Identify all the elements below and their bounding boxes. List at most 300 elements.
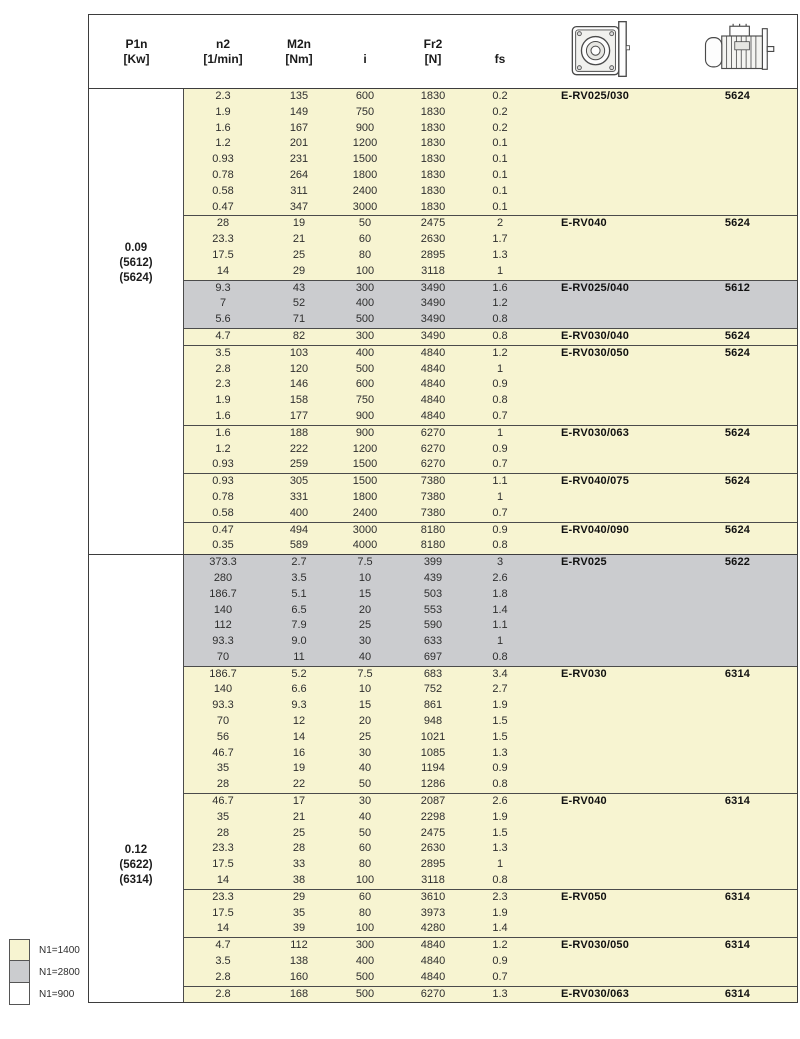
table-row: [184, 634, 797, 650]
n2-value: 23.3: [212, 233, 234, 246]
n2-value: 28: [216, 826, 230, 839]
model-name: E-RV040/090: [561, 523, 630, 536]
n2-value: 0.93: [212, 458, 234, 471]
table-row: [184, 618, 797, 634]
legend-label: N1=900: [39, 988, 75, 1000]
n2-value: 5.6: [215, 313, 231, 326]
fr2-value: 2475: [420, 826, 446, 839]
fr2-value: 697: [423, 650, 443, 663]
ratio-value: 50: [358, 778, 372, 791]
ratio-value: 2400: [352, 506, 378, 519]
ratio-value: 400: [355, 297, 375, 310]
header-p1n: [89, 15, 184, 88]
gearbox-block: [184, 666, 797, 793]
fs-value: 1.5: [492, 730, 508, 743]
ratio-value: 500: [355, 970, 375, 983]
legend-item-n1-1400: [9, 939, 80, 961]
m2n-value: 160: [289, 970, 309, 983]
fr2-value: 8180: [420, 523, 446, 536]
fr2-value: 1830: [420, 105, 446, 118]
fs-value: 1.3: [492, 248, 508, 261]
ratio-value: 750: [355, 394, 375, 407]
m2n-value: 7.9: [291, 619, 307, 632]
m2n-value: 25: [292, 248, 306, 261]
fs-value: 1.5: [492, 715, 508, 728]
gearbox-block: [184, 89, 797, 215]
fs-value: 0.8: [492, 394, 508, 407]
m2n-value: 52: [292, 297, 306, 310]
table-row: [184, 938, 797, 954]
n2-value: 28: [216, 778, 230, 791]
table-row: [184, 555, 797, 571]
m2n-value: 71: [292, 313, 306, 326]
table-row: [184, 312, 797, 328]
fr2-value: 1830: [420, 153, 446, 166]
motor-code: 5612: [724, 281, 751, 294]
n2-value: 56: [216, 730, 230, 743]
fs-value: 0.9: [492, 442, 508, 455]
m2n-value: 5.2: [291, 667, 307, 680]
n2-value: 0.47: [212, 200, 234, 213]
table-row: [184, 873, 797, 889]
fr2-value: 2475: [420, 217, 446, 230]
fs-value: 0.8: [492, 539, 508, 552]
n2-value: 17.5: [212, 858, 234, 871]
fr2-value: 1830: [420, 90, 446, 102]
fr2-value: 3118: [421, 874, 445, 887]
table-row: [184, 121, 797, 137]
m2n-value: 400: [289, 506, 309, 519]
fs-value: 1.2: [492, 346, 508, 359]
ratio-value: 25: [358, 619, 372, 632]
n2-value: 2.8: [215, 362, 231, 375]
fr2-value: 1021: [420, 730, 446, 743]
ratio-value: 40: [358, 810, 372, 823]
ratio-value: 300: [355, 329, 375, 342]
fr2-value: 633: [423, 635, 443, 648]
fs-value: 0.1: [492, 137, 508, 150]
ratio-value: 3000: [352, 523, 378, 536]
ratio-value: 20: [358, 715, 372, 728]
n2-value: 140: [213, 603, 233, 616]
table-row: [184, 857, 797, 873]
fr2-value: 1830: [420, 121, 446, 134]
gearbox-block: [184, 215, 797, 279]
table-row: [184, 248, 797, 264]
n2-value: 17.5: [212, 248, 234, 261]
ratio-value: 1500: [352, 153, 378, 166]
m2n-value: 11: [293, 650, 305, 663]
fs-value: 1: [496, 490, 504, 503]
ratio-value: 600: [355, 90, 375, 102]
fs-value: 1: [496, 635, 504, 648]
n2-value: 2.8: [215, 987, 231, 1000]
table-row: [184, 296, 797, 312]
ratio-value: 1800: [352, 490, 378, 503]
header-motor-column: [678, 15, 797, 88]
table-row: [184, 152, 797, 168]
fr2-value: 4280: [420, 922, 446, 935]
n2-value: 1.6: [215, 426, 231, 439]
table-row: [184, 377, 797, 393]
fs-value: 0.1: [492, 184, 508, 197]
header-m2n-unit: [Nm]: [285, 51, 313, 66]
fs-value: 1.2: [492, 939, 508, 952]
fs-value: 0.8: [492, 778, 508, 791]
header-fr2-symbol: Fr2: [423, 36, 443, 51]
m2n-value: 19: [292, 762, 306, 775]
header-fr2-unit: [N]: [424, 51, 442, 66]
n2-value: 0.93: [212, 475, 234, 488]
ratio-value: 100: [355, 922, 375, 935]
gearbox-block: [184, 328, 797, 345]
fs-value: 1.7: [492, 233, 508, 246]
m2n-value: 112: [290, 939, 308, 952]
table-row: [184, 426, 797, 442]
model-name: E-RV030/050: [561, 346, 630, 359]
m2n-value: 158: [289, 394, 309, 407]
table-row: [184, 682, 797, 698]
n2-value: 70: [216, 715, 230, 728]
table-row: [184, 89, 797, 105]
n2-value: 373.3: [209, 556, 237, 569]
power-group: [89, 554, 797, 1002]
fr2-value: 948: [423, 715, 443, 728]
fs-value: 1.9: [492, 699, 508, 712]
fr2-value: 7380: [420, 475, 446, 488]
fs-value: 0.8: [492, 650, 508, 663]
ratio-value: 100: [355, 264, 375, 277]
ratio-value: 600: [355, 378, 375, 391]
ratio-value: 10: [358, 571, 372, 584]
fr2-value: 6270: [420, 426, 446, 439]
p1n-value: (6314): [119, 874, 153, 887]
m2n-value: 29: [292, 264, 306, 277]
table-row: [184, 954, 797, 970]
n2-value: 93.3: [212, 699, 234, 712]
legend-label: N1=2800: [39, 966, 80, 978]
m2n-value: 25: [292, 826, 306, 839]
legend-label: N1=1400: [39, 944, 80, 956]
m2n-value: 9.0: [291, 635, 307, 648]
fr2-value: 439: [423, 571, 443, 584]
fs-value: 1.3: [492, 746, 508, 759]
model-name: E-RV050: [561, 890, 607, 903]
n2-value: 0.47: [212, 523, 234, 536]
ratio-value: 10: [358, 683, 372, 696]
table-row: [184, 457, 797, 473]
n2-value: 280: [213, 571, 233, 584]
n2-value: 70: [216, 650, 230, 663]
ratio-value: 500: [355, 313, 375, 326]
fr2-value: 590: [423, 619, 443, 632]
p1n-value: (5622): [119, 859, 153, 872]
ratio-value: 20: [358, 603, 372, 616]
table-row: [184, 794, 797, 810]
motor-code: 5622: [724, 556, 751, 569]
m2n-value: 347: [289, 200, 309, 213]
p1n-group-cell: [89, 89, 184, 554]
fr2-value: 1830: [420, 168, 446, 181]
p1n-value: (5612): [119, 257, 153, 269]
fr2-value: 7380: [420, 506, 446, 519]
m2n-value: 16: [292, 746, 306, 759]
m2n-value: 9.3: [291, 699, 307, 712]
ratio-value: 300: [355, 281, 375, 294]
ratio-value: 80: [358, 248, 372, 261]
fr2-value: 2895: [420, 248, 446, 261]
m2n-value: 3.5: [291, 571, 307, 584]
n2-value: 0.58: [212, 184, 234, 197]
fs-value: 0.1: [492, 153, 508, 166]
n2-value: 0.78: [212, 168, 234, 181]
header-ratio-symbol: i: [363, 51, 367, 66]
gearbox-block: [184, 793, 797, 889]
motor-code: 6314: [724, 890, 751, 903]
fs-value: 0.7: [492, 409, 508, 422]
fr2-value: 6270: [420, 442, 446, 455]
fr2-value: 861: [423, 699, 443, 712]
table-row: [184, 409, 797, 425]
model-name: E-RV030/040: [561, 329, 630, 342]
header-ratio: [336, 15, 394, 88]
model-name: E-RV040/075: [561, 475, 630, 488]
header-gearbox-column: [528, 15, 678, 88]
n2-value: 46.7: [212, 746, 234, 759]
fs-value: 0.9: [492, 378, 508, 391]
fs-value: 1.2: [492, 297, 508, 310]
fr2-value: 3490: [420, 313, 446, 326]
m2n-value: 6.5: [291, 603, 307, 616]
n2-value: 93.3: [212, 635, 234, 648]
m2n-value: 259: [289, 458, 309, 471]
ratio-value: 1800: [352, 168, 378, 181]
table-row: [184, 890, 797, 906]
fr2-value: 4840: [420, 409, 446, 422]
fr2-value: 3973: [420, 906, 446, 919]
fs-value: 0.7: [492, 970, 508, 983]
n2-value: 17.5: [212, 906, 234, 919]
header-p1n-unit: [Kw]: [123, 51, 150, 66]
n2-value: 186.7: [209, 587, 237, 600]
fr2-value: 503: [423, 587, 443, 600]
gearmotor-selection-table: [88, 14, 798, 1003]
n2-value: 4.7: [215, 329, 231, 342]
ratio-value: 900: [355, 409, 375, 422]
p1n-value: (5624): [119, 272, 153, 284]
n2-value: 14: [216, 874, 230, 887]
n2-value: 0.35: [212, 539, 234, 552]
table-row: [184, 523, 797, 539]
table-row: [184, 506, 797, 522]
ratio-value: 4000: [352, 539, 378, 552]
fr2-value: 6270: [420, 987, 446, 1000]
fs-value: 1.6: [492, 281, 508, 294]
n2-value: 7: [219, 297, 227, 310]
model-name: E-RV030: [561, 667, 607, 680]
n2-value: 1.2: [215, 442, 231, 455]
fs-value: 0.1: [492, 200, 508, 213]
ratio-value: 900: [355, 426, 375, 439]
motor-code: 6314: [724, 795, 751, 808]
m2n-value: 177: [289, 409, 309, 422]
n2-value: 112: [214, 619, 232, 632]
fs-value: 1.9: [492, 906, 508, 919]
fs-value: 1.1: [492, 475, 508, 488]
n2-value: 2.8: [215, 970, 231, 983]
fr2-value: 2087: [420, 795, 446, 808]
n2-value: 1.6: [215, 409, 231, 422]
ratio-value: 100: [355, 874, 375, 887]
motor-code: 5624: [724, 346, 751, 359]
motor-code: 6314: [724, 987, 751, 1000]
ratio-value: 1200: [352, 137, 378, 150]
n2-value: 0.93: [212, 153, 234, 166]
fr2-value: 2630: [420, 842, 446, 855]
ratio-value: 1200: [352, 442, 378, 455]
fr2-value: 6270: [420, 458, 446, 471]
fs-value: 2.3: [492, 890, 508, 903]
ratio-value: 30: [358, 746, 372, 759]
table-row: [184, 264, 797, 280]
fr2-value: 752: [423, 683, 443, 696]
n2-value: 35: [216, 762, 230, 775]
n2-value: 14: [216, 922, 230, 935]
fr2-value: 1194: [421, 762, 445, 775]
m2n-value: 14: [292, 730, 306, 743]
m2n-value: 35: [292, 906, 306, 919]
ratio-value: 750: [355, 105, 375, 118]
m2n-value: 146: [289, 378, 309, 391]
ratio-value: 1500: [352, 475, 378, 488]
motor-code: 6314: [724, 667, 751, 680]
n2-value: 28: [216, 217, 230, 230]
table-row: [184, 538, 797, 554]
fs-value: 2.7: [492, 683, 508, 696]
table-row: [184, 730, 797, 746]
fs-value: 1.4: [492, 922, 508, 935]
header-fr2: [394, 15, 472, 88]
m2n-value: 135: [289, 90, 309, 102]
table-row: [184, 698, 797, 714]
gearbox-block: [184, 522, 797, 555]
m2n-value: 231: [289, 153, 309, 166]
ratio-value: 50: [358, 217, 372, 230]
header-fs: [472, 15, 528, 88]
fs-value: 3.4: [492, 667, 508, 680]
ratio-value: 400: [355, 346, 375, 359]
table-row: [184, 603, 797, 619]
fs-value: 0.1: [492, 168, 508, 181]
fr2-value: 1286: [420, 778, 446, 791]
n2-value: 186.7: [209, 667, 237, 680]
fr2-value: 1830: [420, 137, 446, 150]
ratio-value: 15: [358, 587, 372, 600]
fr2-value: 2895: [420, 858, 446, 871]
n2-value: 1.6: [215, 121, 231, 134]
m2n-value: 12: [292, 715, 306, 728]
header-m2n: [262, 15, 336, 88]
fr2-value: 4840: [420, 955, 446, 968]
header-n2-symbol: n2: [215, 36, 230, 51]
model-name: E-RV030/063: [561, 987, 630, 1000]
fs-value: 1.1: [492, 619, 508, 632]
fr2-value: 2630: [420, 233, 446, 246]
m2n-value: 188: [289, 426, 309, 439]
fs-value: 1: [496, 426, 504, 439]
ratio-value: 60: [358, 842, 372, 855]
fs-value: 0.8: [492, 874, 508, 887]
m2n-value: 38: [292, 874, 306, 887]
table-row: [184, 650, 797, 666]
m2n-value: 589: [289, 539, 309, 552]
m2n-value: 120: [289, 362, 309, 375]
m2n-value: 39: [292, 922, 306, 935]
model-name: E-RV030/063: [561, 426, 630, 439]
table-row: [184, 777, 797, 793]
table-row: [184, 329, 797, 345]
ratio-value: 2400: [352, 184, 378, 197]
model-name: E-RV030/050: [561, 939, 630, 952]
n2-value: 46.7: [212, 795, 234, 808]
table-row: [184, 970, 797, 986]
n2-value: 23.3: [212, 890, 234, 903]
ratio-value: 300: [355, 939, 375, 952]
m2n-value: 138: [289, 955, 309, 968]
table-row: [184, 746, 797, 762]
model-name: E-RV025/040: [561, 281, 630, 294]
fr2-value: 3490: [420, 281, 446, 294]
fs-value: 1.4: [492, 603, 508, 616]
n2-value: 1.2: [215, 137, 231, 150]
model-name: E-RV040: [561, 795, 607, 808]
header-n2: [184, 15, 262, 88]
power-group: [89, 89, 797, 554]
gearbox-block: [184, 473, 797, 521]
gearbox-block: [184, 425, 797, 473]
fr2-value: 2298: [420, 810, 446, 823]
fr2-value: 4840: [420, 346, 446, 359]
fr2-value: 553: [423, 603, 443, 616]
ratio-value: 900: [355, 121, 375, 134]
ratio-value: 50: [358, 826, 372, 839]
legend-swatch-yellow: [9, 939, 30, 961]
ratio-value: 80: [358, 906, 372, 919]
n2-value: 2.3: [215, 378, 231, 391]
fr2-value: 4840: [420, 970, 446, 983]
fs-value: 1: [496, 362, 504, 375]
m2n-value: 494: [289, 523, 309, 536]
header-m2n-symbol: M2n: [287, 36, 311, 51]
m2n-value: 43: [292, 281, 306, 294]
ratio-value: 500: [355, 987, 375, 1000]
m2n-value: 331: [289, 490, 309, 503]
model-name: E-RV040: [561, 217, 607, 230]
motor-code: 5624: [724, 329, 751, 342]
fs-value: 3: [496, 556, 504, 569]
table-row: [184, 810, 797, 826]
fr2-value: 1830: [420, 184, 446, 197]
p1n-value: 0.12: [124, 844, 148, 857]
table-row: [184, 362, 797, 378]
table-row: [184, 474, 797, 490]
table-row: [184, 761, 797, 777]
m2n-value: 305: [289, 475, 309, 488]
fr2-value: 1830: [420, 200, 446, 213]
n2-value: 0.58: [212, 506, 234, 519]
m2n-value: 21: [292, 810, 306, 823]
table-row: [184, 184, 797, 200]
